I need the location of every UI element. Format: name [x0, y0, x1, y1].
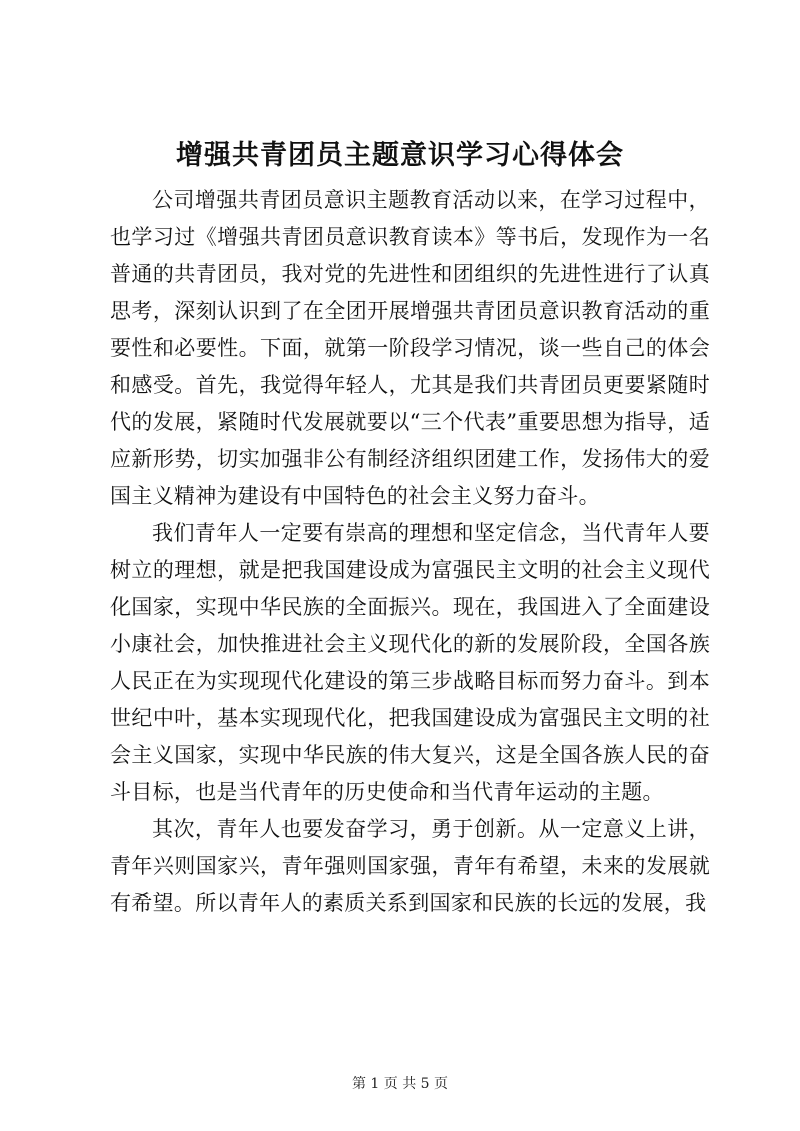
paragraph-3: 其次，青年人也要发奋学习，勇于创新。从一定意义上讲，青年兴则国家兴，青年强则国家强，青年有希望，未来的发展就有希望。所以青年人的素质关系到国家和民族的长远的发展，我 [110, 817, 710, 915]
document-title: 增强共青团员主题意识学习心得体会 [176, 140, 624, 171]
paragraph-2: 我们青年人一定要有崇高的理想和坚定信念，当代青年人要树立的理想，就是把我国建设成为富强民主文明的社会主义现代化国家，实现中华民族的全面振兴。现在，我国进入了全面建设小康社会，加快推进社会主义现代化的新的发展阶段，全国各族人民正在为实现现代化建设的第三步战略目标而努力奋斗。到本世纪中叶，基本实现现代化，把我国建设成为富强民主文明的社会主义国家，实现中华民族的伟大复兴，这是全国各族人民的奋斗目标，也是当代青年的历史使命和当代青年运动的主题。 [110, 521, 710, 804]
document-body [110, 182, 710, 922]
paragraph-1: 公司增强共青团员意识主题教育活动以来，在学习过程中，也学习过《增强共青团员意识教育读本》等书后，发现作为一名普通的共青团员，我对党的先进性和团组织的先进性进行了认真思考，深刻认识到了在全团开展增强共青团员意识教育活动的重要性和必要性。下面，就第一阶段学习情况，谈一些自己的体会和感受。首先，我觉得年轻人，尤其是我们共青团员更要紧随时代的发展，紧随时代发展就要以“三个代表”重要思想为指导，适应新形势，切实加强非公有制经济组织团建工作，发扬伟大的爱国主义精神为建设有中国特色的社会主义努力奋斗。 [110, 188, 710, 508]
page-footer: 第 1 页 共 5 页 [351, 1076, 449, 1092]
